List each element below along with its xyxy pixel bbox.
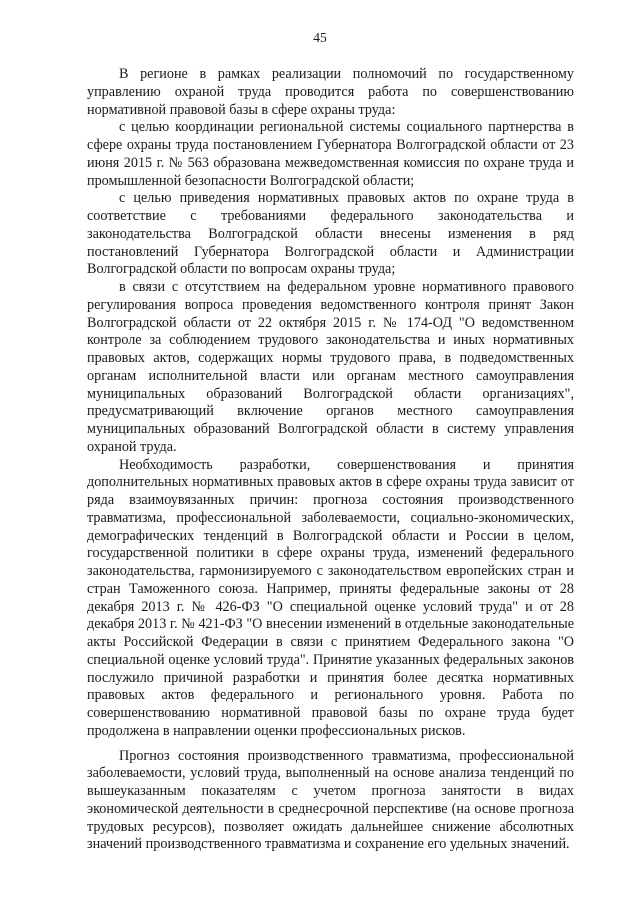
body-text	[87, 66, 574, 854]
paragraph-commission: с целью координации региональной системы социального партнерства в сфере охраны труда постановлением Губернатора Волгоградской области от 23 июня 2015 г. № 563 образована межведомственная комиссия по охране труда и промышленной безопасности Волгоградской области;	[87, 119, 574, 189]
paragraph-forecast: Прогноз состояния производственного травматизма, профессиональной заболеваемости, условий труда, выполненный на основе анализа тенденций по вышеуказанным показателям с учетом прогноза занятости в видах экономической деятельности в среднесрочной перспективе (на основе прогноза трудовых ресурсов), позволяет ожидать дальнейшее снижение абсолютных значений производственного травматизма и сохранение его удельных значений.	[87, 747, 574, 853]
paragraph-intro: В регионе в рамках реализации полномочий по государственному управлению охраной труда проводится работа по совершенствованию нормативной правовой базы в сфере охраны труда:	[87, 66, 574, 118]
paragraph-amendments: с целью приведения нормативных правовых актов по охране труда в соответствие с требованиями федерального законодательства и законодательства Волгоградской области внесены изменения в ряд постановлений Губернатора Волгоградской области и Администрации Волгоградской области по вопросам охраны труда;	[87, 190, 574, 278]
page-number: 45	[313, 30, 327, 45]
paragraph-regional-law: в связи с отсутствием на федеральном уровне нормативного правового регулирования вопроса проведения ведомственного контроля принят Закон Волгоградской области от 22 октября 2015 г. № 174-ОД "О ведомственном контроле за соблюдением трудового законодательства и иных нормативных правовых актов, содержащих нормы трудового права, в подведомственных органам исполнительной власти или органам местного самоуправления муниципальных образований Волгоградской области организациях", предусматривающий включение органов местного самоуправления муниципальных образований Волгоградской области в систему управления охраной труда.	[87, 279, 574, 455]
paragraph-necessity: Необходимость разработки, совершенствования и принятия дополнительных нормативных правовых актов в сфере охраны труда зависит от ряда взаимоувязанных причин: прогноза состояния производственного травматизма, профессиональной заболеваемости, социально-экономических, демографических тенденций в Волгоградской области и России в целом, государственной политики в сфере охраны труда, изменений федерального законодательства, гармонизируемого с законодательством европейских стран и стран Таможенного союза. Например, приняты федеральные законы от 28 декабря 2013 г. № 426-ФЗ "О специальной оценке условий труда" и от 28 декабря 2013 г. № 421-ФЗ "О внесении изменений в отдельные законодательные акты Российской Федерации в связи с принятием Федерального закона "О специальной оценке условий труда". Принятие указанных федеральных законов послужило причиной разработки и принятия более десятка нормативных правовых актов федерального и регионального уровня. Работа по совершенствованию нормативной правовой базы по охране труда будет продолжена в направлении оценки профессиональных рисков.	[87, 456, 574, 739]
